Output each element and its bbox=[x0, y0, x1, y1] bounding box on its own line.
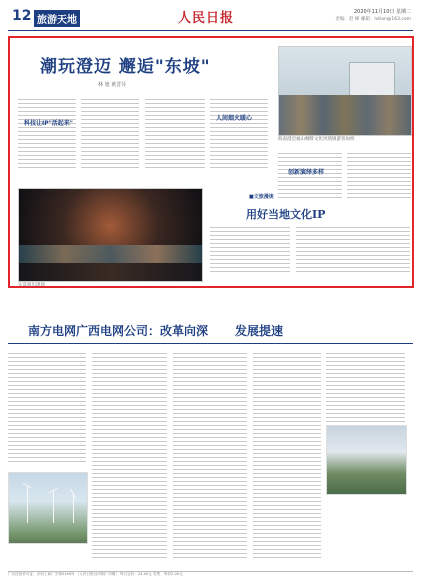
crowd-area bbox=[279, 95, 411, 135]
newspaper-logo: 人民日报 bbox=[178, 11, 235, 26]
landscape-photo bbox=[326, 425, 407, 495]
header-rule bbox=[8, 30, 413, 31]
tourists-photo bbox=[278, 46, 412, 136]
section2-subtitle: 发展提速 bbox=[235, 324, 284, 338]
text-column-7 bbox=[210, 224, 290, 275]
issue-date: 2020年11月10日 星期二 bbox=[353, 9, 411, 15]
section2-column-4 bbox=[253, 350, 321, 561]
section2-column-1 bbox=[8, 350, 86, 465]
section2-column-2 bbox=[92, 350, 167, 561]
text-column-6 bbox=[347, 150, 411, 201]
subhead-tech: 科技让IP"活起来" bbox=[24, 120, 73, 127]
page-header bbox=[8, 6, 413, 32]
section2-rule bbox=[8, 343, 413, 344]
subhead-ip: 用好当地文化IP bbox=[246, 208, 326, 221]
stage-caption: 实景演出现场 bbox=[18, 283, 45, 288]
text-column-8 bbox=[296, 224, 410, 275]
feature-title: 潮玩澄迈 邂逅"东坡" bbox=[40, 57, 211, 77]
section-badge: 旅游天地 bbox=[34, 10, 80, 27]
page-footer: 广告经营许可证：京西工商广字第0149号 （人民日报社印刷厂印刷） 每月定价：24.00元 零售：每份2.00元 bbox=[8, 571, 413, 580]
subhead-life: 人间烟火暖心 bbox=[216, 115, 253, 122]
highlighted-feature-article[interactable] bbox=[8, 36, 414, 288]
text-column-4 bbox=[210, 96, 268, 171]
editor-info: 责编：赵 峰 邮箱：lvtian@163.com bbox=[335, 17, 411, 22]
section2-column-5 bbox=[326, 350, 405, 425]
page-number: 12 bbox=[12, 8, 32, 24]
section2-title: 南方电网广西电网公司：改革向深 bbox=[28, 324, 209, 338]
section2-column-3 bbox=[173, 350, 247, 561]
photo-caption: 海南澄迈福山咖啡文化风情镇游客如织 bbox=[278, 137, 355, 142]
text-column-3 bbox=[145, 96, 205, 171]
culture-tag: ■文旅漫谈 bbox=[249, 194, 274, 200]
text-column-1 bbox=[18, 96, 76, 171]
stage-performance-photo bbox=[18, 188, 203, 282]
text-column-2 bbox=[81, 96, 139, 171]
wind-turbine-photo bbox=[8, 472, 88, 544]
subhead-innovation: 创新演绎多样 bbox=[288, 169, 325, 176]
feature-byline: 林 旭 黄晋芬 bbox=[98, 82, 127, 88]
